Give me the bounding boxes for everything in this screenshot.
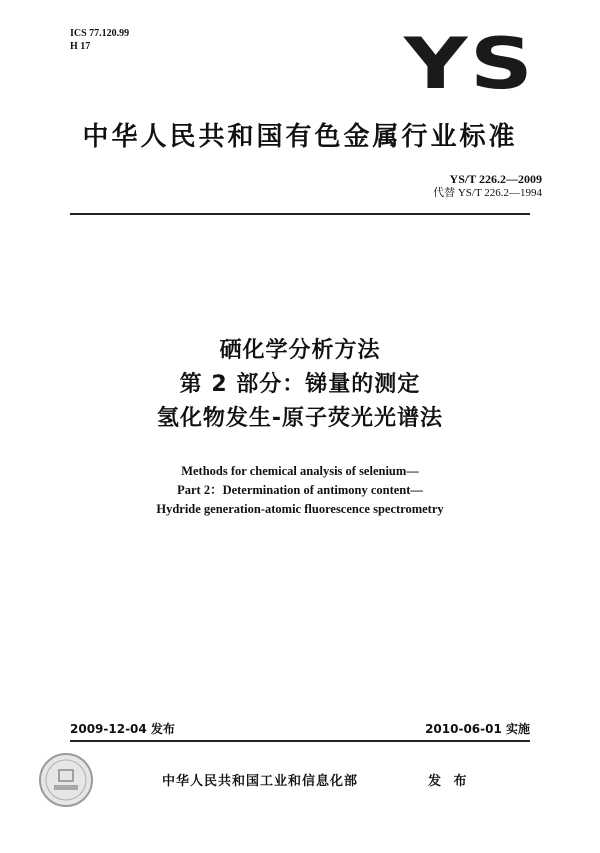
standard-code-block: [433, 172, 542, 200]
replaces-code: 代替 YS/T 226.2—1994: [433, 187, 542, 199]
chinese-title-line2: 第 2 部分：锑量的测定: [179, 372, 421, 397]
h-code: H 17: [70, 41, 91, 52]
ys-logo: YS: [404, 23, 536, 105]
issuing-authority: 中华人民共和国工业和信息化部: [162, 774, 359, 789]
standard-title: 中华人民共和国有色金属行业标准: [82, 122, 518, 152]
ics-code: ICS 77.120.99: [70, 28, 130, 39]
chinese-title-line3: 氢化物发生-原子荧光光谱法: [156, 406, 444, 431]
implementation-date: 2010-06-01 实施: [425, 722, 530, 736]
english-title: [0, 462, 600, 519]
chinese-title-line1: 硒化学分析方法: [219, 338, 381, 363]
chinese-title: [0, 334, 600, 436]
issue-date: 2009-12-04 发布: [70, 722, 175, 736]
english-title-line1: Methods for chemical analysis of selenium—: [181, 464, 419, 478]
seal-stamp-icon: [38, 752, 94, 808]
english-title-line2: Part 2：Determination of antimony content—: [177, 483, 423, 497]
english-title-line3: Hydride generation-atomic fluorescence spectrometry: [156, 502, 444, 516]
standard-code: YS/T 226.2—2009: [449, 172, 542, 186]
top-divider: [70, 213, 530, 215]
bottom-divider: [70, 740, 530, 742]
classification-codes: [70, 27, 129, 53]
issue-label: 发 布: [428, 774, 471, 789]
